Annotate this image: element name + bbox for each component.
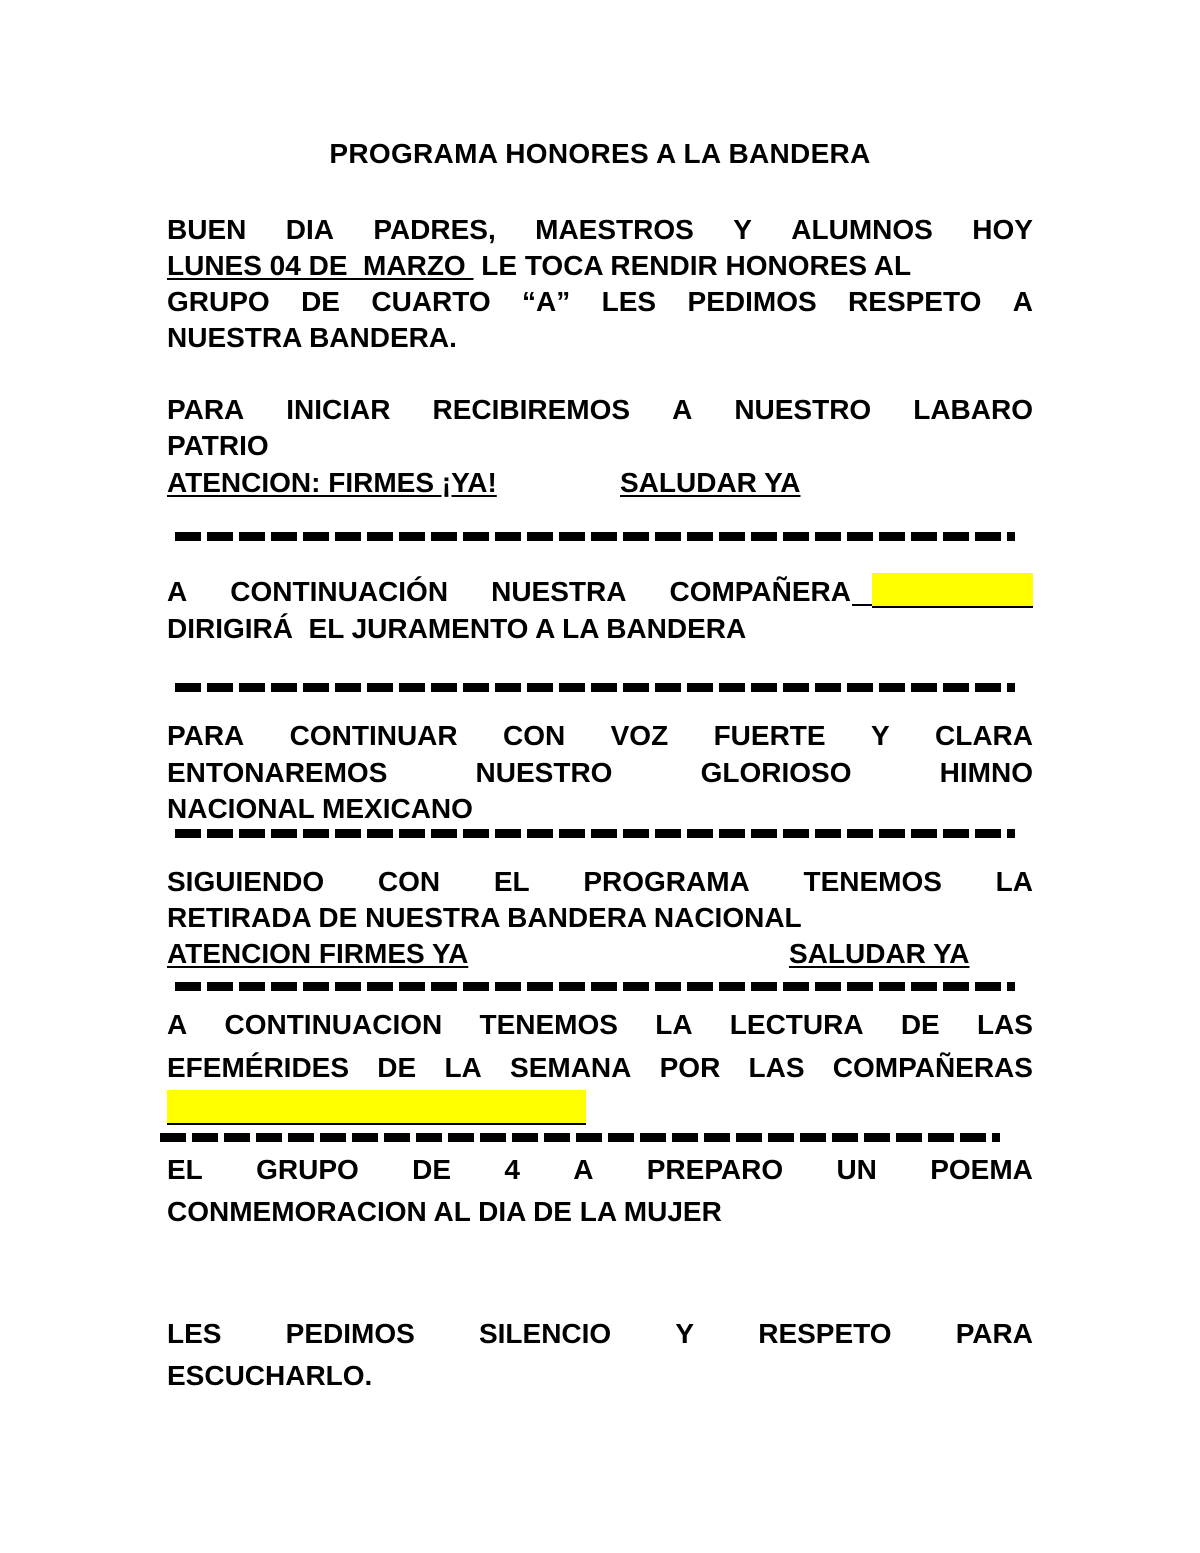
p1-line-3: GRUPO DE CUARTO “A” LES PEDIMOS RESPETO A (167, 286, 1033, 317)
p2-line-2: PATRIO (167, 430, 269, 461)
separator-5 (160, 1133, 1000, 1142)
p8-line-2: ESCUCHARLO. (167, 1360, 373, 1391)
p3-line-1: A CONTINUACIÓN NUESTRA COMPAÑERA (167, 576, 851, 607)
p3-line-2: DIRIGIRÁ EL JURAMENTO A LA BANDERA (167, 613, 747, 644)
p2-line-1: PARA INICIAR RECIBIREMOS A NUESTRO LABARO (167, 394, 1033, 425)
p8-line-1: LES PEDIMOS SILENCIO Y RESPETO PARA (167, 1318, 1033, 1349)
separator-4 (175, 982, 1015, 991)
command-attention-2: ATENCION FIRMES YA (167, 938, 469, 969)
command-attention: ATENCION: FIRMES ¡YA! (167, 467, 497, 498)
separator-3 (175, 829, 1015, 838)
p5-line-1: SIGUIENDO CON EL PROGRAMA TENEMOS LA (167, 866, 1033, 897)
separator-2 (175, 683, 1015, 692)
p4-line-2: ENTONAREMOS NUESTRO GLORIOSO HIMNO (167, 757, 1033, 788)
p5-line-2: RETIRADA DE NUESTRA BANDERA NACIONAL (167, 902, 802, 933)
p7-line-1: EL GRUPO DE 4 A PREPARO UN POEMA (167, 1154, 1033, 1185)
p4-line-3: NACIONAL MEXICANO (167, 793, 473, 824)
document-title: PROGRAMA HONORES A LA BANDERA (329, 138, 871, 169)
command-salute-2: SALUDAR YA (789, 938, 970, 969)
separator-1 (175, 532, 1015, 541)
p1-line-2: LUNES 04 DE MARZO LE TOCA RENDIR HONORES AL (167, 250, 912, 281)
p4-line-1: PARA CONTINUAR CON VOZ FUERTE Y CLARA (167, 720, 1033, 751)
p6-line-1: A CONTINUACION TENEMOS LA LECTURA DE LAS (167, 1009, 1033, 1040)
highlighted-blank-name-field[interactable] (872, 573, 1033, 608)
p1-line-4: NUESTRA BANDERA. (167, 322, 457, 353)
highlighted-blank-names-field[interactable] (167, 1090, 586, 1125)
date-text: LUNES 04 DE MARZO (167, 250, 474, 281)
p6-line-2: EFEMÉRIDES DE LA SEMANA POR LAS COMPAÑERAS (167, 1052, 1033, 1083)
blank-underline (852, 604, 874, 606)
command-salute: SALUDAR YA (620, 467, 801, 498)
p1-line-1: BUEN DIA PADRES, MAESTROS Y ALUMNOS HOY (167, 214, 1033, 245)
p7-line-2: CONMEMORACION AL DIA DE LA MUJER (167, 1196, 722, 1227)
p2-commands (167, 465, 1033, 501)
p5-commands (167, 936, 1033, 972)
